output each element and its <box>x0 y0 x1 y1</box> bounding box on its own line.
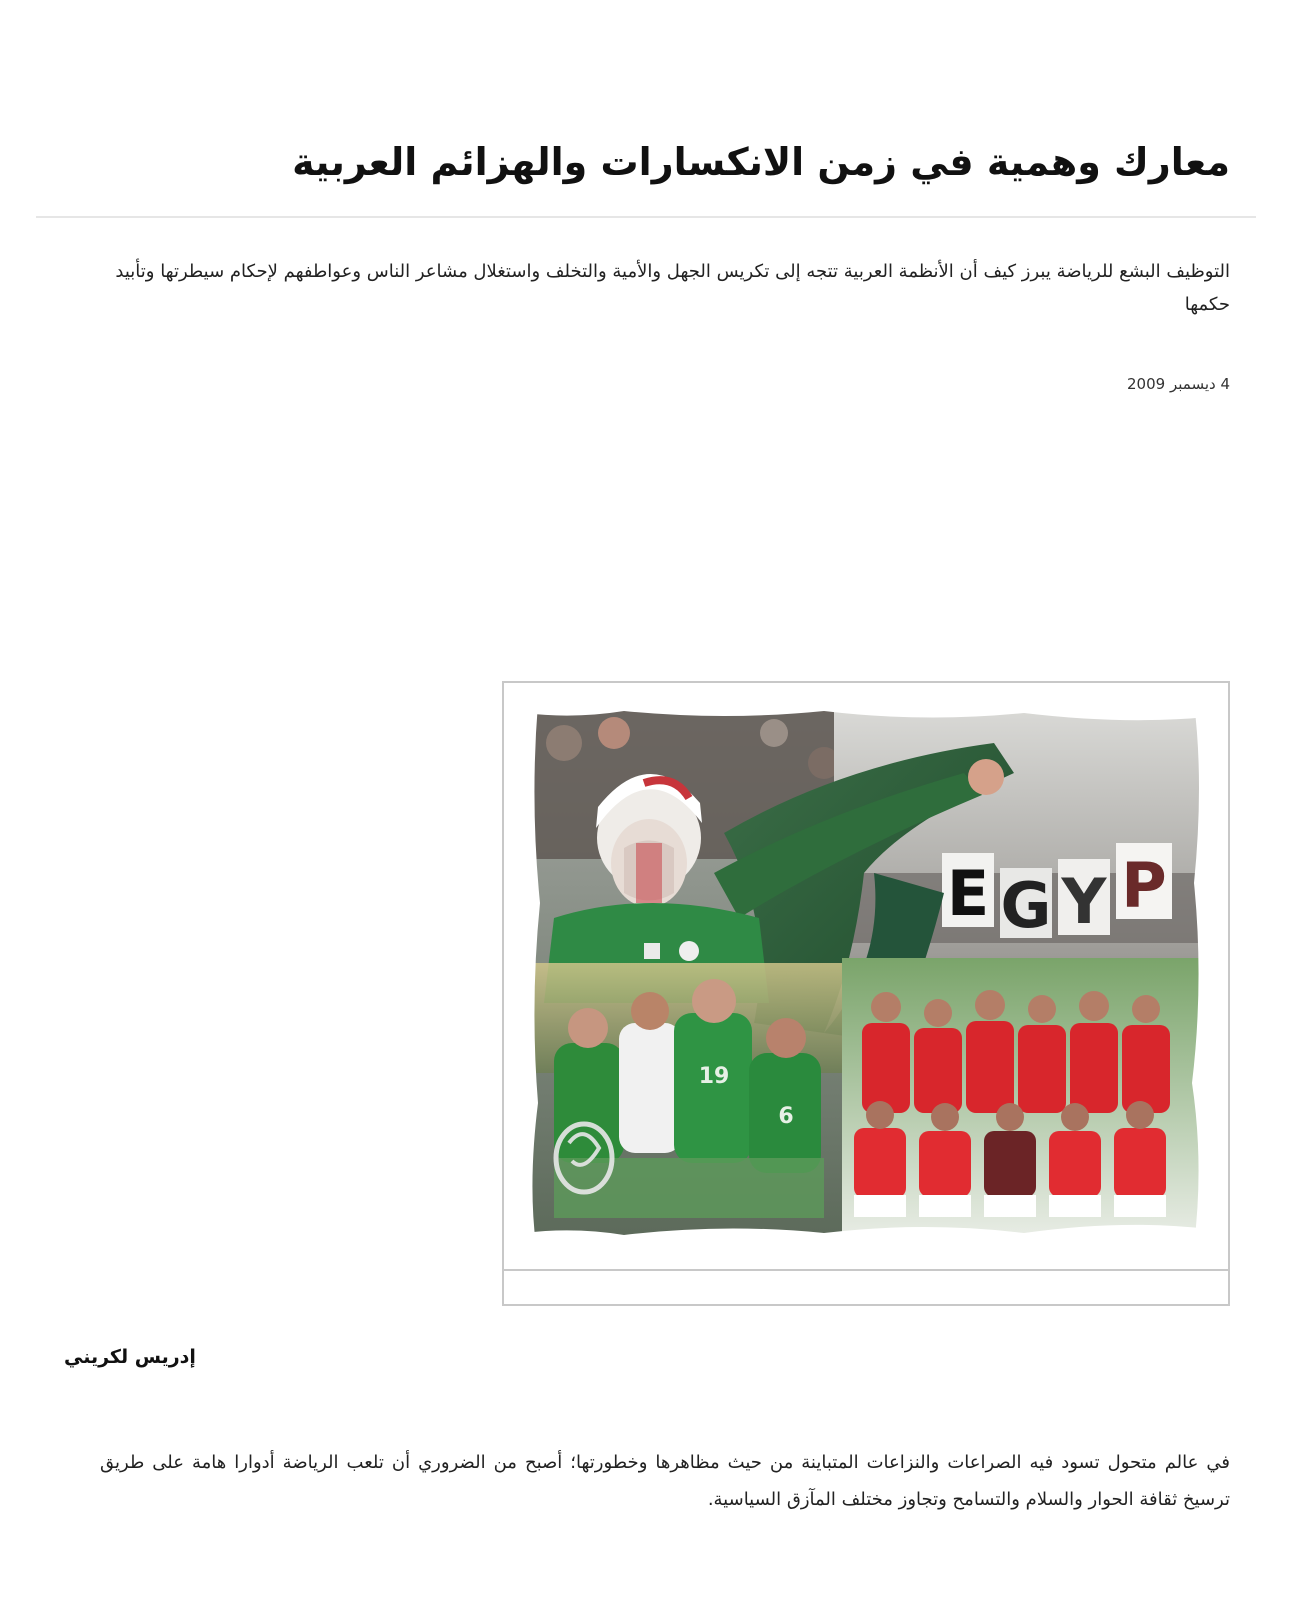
egypt-team <box>842 958 1200 1239</box>
title-divider <box>36 216 1256 218</box>
svg-text:6: 6 <box>778 1104 794 1129</box>
article-figure <box>502 681 1230 1306</box>
article-title: معارك وهمية في زمن الانكسارات والهزائم العربية <box>292 140 1230 184</box>
author-name[interactable]: إدريس لكريني <box>64 1346 196 1368</box>
football-collage-image <box>524 703 1208 1245</box>
svg-text:Y: Y <box>1061 865 1107 938</box>
svg-text:19: 19 <box>698 1064 730 1089</box>
article-image[interactable] <box>524 703 1208 1245</box>
svg-text:E: E <box>946 857 990 930</box>
figure-caption-separator <box>504 1269 1228 1271</box>
article-lead: التوظيف البشع للرياضة يبرز كيف أن الأنظمة العربية تتجه إلى تكريس الجهل والأمية والتخلف واستغلال مشاعر الناس وعواطفهم لإحكام سيطرتها وتأبيد حكمها <box>115 261 1230 315</box>
publish-date: 4 ديسمبر 2009 <box>1127 375 1230 393</box>
article-body: في عالم متحول تسود فيه الصراعات والنزاعات المتباينة من حيث مظاهرها وخطورتها؛ أصبح من الضروري أن تلعب الرياضة أدوارا هامة على طريق ترسيخ ثقافة الحوار والسلام والتسامح وتجاوز مختلف المآزق السياسية. <box>100 1452 1230 1510</box>
svg-text:G: G <box>1000 869 1052 942</box>
svg-text:P: P <box>1121 849 1167 922</box>
